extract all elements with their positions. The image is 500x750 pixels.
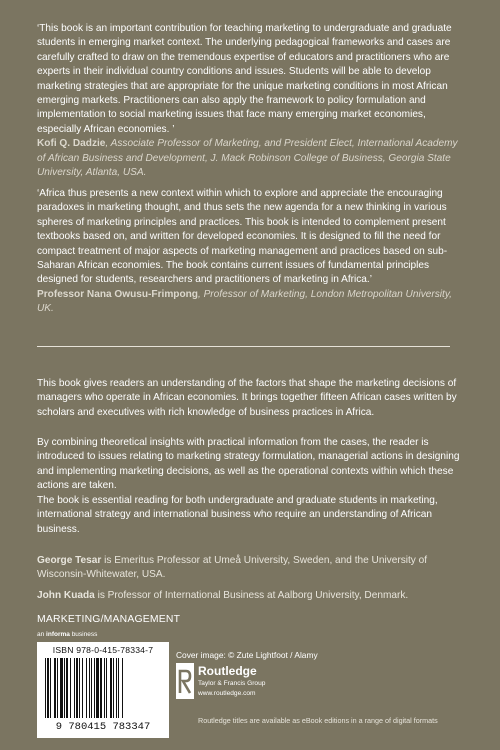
barcode-bar — [79, 658, 80, 718]
endorsement-quote-2 — [37, 187, 467, 317]
endorser-affiliation: , Professor of Marketing, London Metropolitan University, UK. — [37, 288, 452, 315]
blurb-paragraph-3: The book is essential reading for both undergraduate and graduate students in marketing, international strategy and international business who require an understanding of African business. — [37, 495, 438, 535]
barcode-bar — [45, 658, 46, 718]
barcode-bar — [74, 658, 75, 718]
publisher-url: www.routledge.com — [198, 690, 256, 697]
barcode-bar — [100, 658, 102, 718]
barcode-bar — [82, 658, 83, 718]
barcode-bar — [89, 658, 90, 718]
ebook-note: Routledge titles are available as eBook editions in a range of digital formats — [198, 716, 438, 725]
blurb-paragraph-1: This book gives readers an understanding of the factors that shape the marketing decisions of managers who operate in African economies. It brings together fifteen African cases written by scholars and executives with rich knowledge of business practices in Africa. — [37, 378, 457, 418]
divider-rule — [37, 346, 450, 347]
barcode-bar — [94, 658, 95, 718]
routledge-logo-icon — [176, 663, 194, 704]
informa-business-tag: an informa business — [37, 631, 98, 638]
barcode-bar — [122, 658, 123, 718]
publisher-name: Routledge — [198, 664, 257, 678]
barcode-bar — [106, 658, 107, 718]
barcode-bar — [76, 658, 78, 718]
quote-attribution — [37, 288, 467, 317]
endorser-name: Kofi Q. Dadzie — [37, 138, 106, 150]
barcode-bar — [91, 658, 92, 718]
barcode-bar — [86, 658, 87, 718]
barcode-bar — [60, 658, 63, 718]
isbn-number: ISBN 978-0-415-78334-7 — [52, 645, 154, 655]
author-bio-text: is Professor of International Business at Aalborg University, Denmark. — [94, 590, 409, 601]
quote-attribution — [37, 137, 467, 180]
barcode-bar — [70, 658, 71, 718]
author-bio-2 — [37, 589, 467, 603]
barcode-bar — [50, 658, 51, 718]
author-bio-1 — [37, 554, 467, 583]
endorser-name: Professor Nana Owusu-Frimpong — [37, 288, 198, 300]
subject-category: MARKETING/MANAGEMENT — [37, 614, 181, 625]
author-name: George Tesar — [37, 555, 102, 566]
barcode-bars — [43, 658, 163, 720]
barcode-bar — [104, 658, 105, 718]
barcode-bar — [116, 658, 117, 718]
barcode-bar — [47, 658, 49, 718]
endorsement-quote-1 — [37, 22, 467, 180]
endorser-affiliation: , Associate Professor of Marketing, and President Elect, International Academy of African Business and Development, J. Mack Robinson College of Business, Georgia State University, Atlanta, USA. — [37, 138, 458, 179]
cover-image-credit: Cover image: © Zute Lightfoot / Alamy — [176, 650, 318, 660]
author-bio-text: is Emeritus Professor at Umeå University, Sweden, and the University of Wisconsin-Whitewater, USA. — [37, 555, 428, 581]
informa-brand: informa — [46, 631, 70, 638]
barcode-bar — [113, 658, 114, 718]
barcode-bar — [110, 658, 112, 718]
blurb-paragraph-2: By combining theoretical insights with practical information from the cases, the reader is introduced to issues relating to marketing strategy formulation, managerial actions in designing and implementing marketing decisions, as well as the operational contexts within which these actions are taken. — [37, 437, 460, 492]
isbn-barcode — [37, 642, 169, 738]
author-name: John Kuada — [37, 590, 95, 601]
barcode-bar — [96, 658, 99, 718]
barcode-bar — [64, 658, 65, 718]
barcode-digits: 9 780415 783347 — [55, 721, 151, 733]
barcode-bar — [57, 658, 58, 718]
quote-text: ‘This book is an important contribution for teaching marketing to undergraduate and graduate students in emerging market context. The underlying pedagogical frameworks and cases are carefully crafted to draw on the tremendous expertise of educators and practitioners who are experts in their individual country conditions and issues. Students will be able to develop marketing strategies that are appropriate for the unique marketing conditions in most African emerging markets. Practitioners can also apply the framework to policy formulation and implementation to social marketing issues that face many emerging market economies, especially African economies. ’ — [37, 23, 452, 135]
quote-text: ‘Africa thus presents a new context within which to explore and appreciate the encouraging paradoxes in marketing thought, and thus sets the new agenda for a new thinking in various spheres of marketing principles and practices. This book is intended to complement present textbooks based on, and written for developed economies. It is designed to fill the need for compact treatment of major aspects of marketing management and practices based on sub-Saharan African economies. The book contains current issues of fundamental principles designed for students, researchers and practitioners of marketing in Africa.’ — [37, 188, 448, 286]
publisher-group: Taylor & Francis Group — [198, 680, 266, 687]
barcode-bar — [118, 658, 119, 718]
barcode-bar — [54, 658, 56, 718]
barcode-bar — [66, 658, 68, 718]
